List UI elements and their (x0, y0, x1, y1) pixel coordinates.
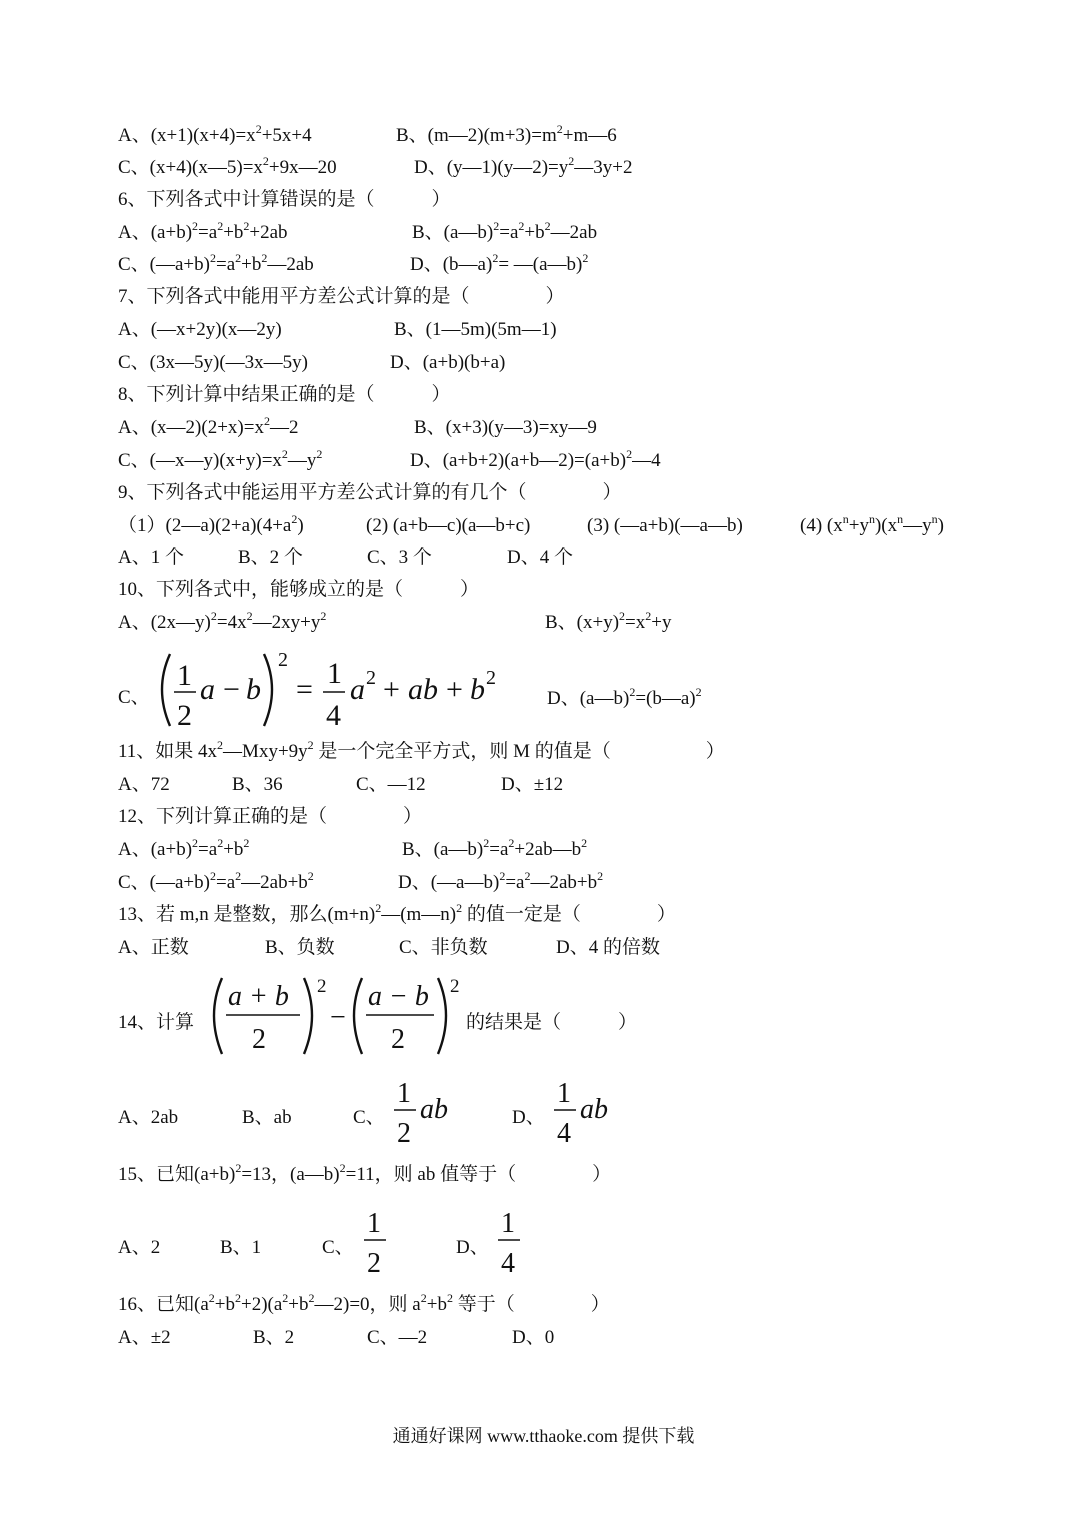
left-paren-1 (214, 978, 222, 1054)
q6-stem: 6、下列各式中计算错误的是（ ） (118, 189, 451, 210)
numerator-2: a − b (368, 981, 429, 1012)
var-ab: ab (408, 673, 438, 706)
q9-item-1: $(1)(2—a)(2+a)(4+a^2)$ (118, 512, 304, 536)
q9-item-3: (3) (—a+b)(—a—b) (587, 515, 743, 536)
q6-option-d: D、(b—a)$^2$= —(a—b)$^2$ (410, 251, 589, 275)
q9-stem: 9、下列各式中能运用平方差公式计算的有几个（ ） (118, 482, 622, 503)
q16-stem: 16、已知$(a^2+b^2+2)(a^2+b^2—2)=0$，则 $a^2+b^2$ 等于（ ） (118, 1291, 610, 1315)
q5-option-c: C、$(x+4)(x—5)=x^2+9x—20$ (118, 154, 337, 178)
numerator-1: a + b (228, 981, 289, 1012)
numerator: 1 (397, 1078, 411, 1109)
q11-stem: 11、如果 $4x^2—Mxy+9y^2$ 是一个完全平方式，则 M 的值是（ ） (118, 738, 725, 762)
rhs-b: b (470, 673, 485, 706)
denominator: 4 (501, 1248, 515, 1279)
q15-stem: 15、已知$(a+b)^2=13$，(a—b)$^2$=11，则 ab 值等于（ ） (118, 1161, 612, 1185)
q10-option-c-formula (150, 646, 510, 736)
q12-option-a: A、$(a+b)^2=a^2+b^2$ (118, 836, 250, 860)
q16-option-b: B、2 (253, 1327, 295, 1348)
q9-option-d: D、4 个 (507, 547, 573, 568)
q13-option-a: A、正数 (118, 937, 189, 958)
q5-option-d: D、$(y—1)(y—2)=y^2—3y+2$ (414, 154, 633, 178)
page-footer: 通通好课网 www.tthaoke.com 提供下载 (392, 1426, 695, 1446)
q12-stem: 12、下列计算正确的是（ ） (118, 806, 423, 827)
q14-option-c-label: C、 (353, 1107, 385, 1128)
q14-option-a: A、2ab (118, 1107, 179, 1128)
q14-stem-suffix: 的结果是（ ） (466, 1012, 638, 1033)
q12-option-b: B、$(a—b)^2=a^2+2ab—b^2$ (402, 836, 588, 860)
q9-option-a: A、1 个 (118, 547, 184, 568)
right-paren (264, 654, 272, 726)
equals-sign: = (296, 673, 313, 706)
rhs-a: a (350, 673, 365, 706)
q7-option-d: D、(a+b)(b+a) (390, 352, 506, 373)
q15-option-c-formula (362, 1202, 392, 1282)
var-b: b (246, 673, 261, 706)
q11-option-d: D、±12 (501, 774, 564, 795)
q9-item-2: (2) (a+b—c)(a—b+c) (366, 515, 531, 536)
q10-option-b: B、$(x+y)^2=x^2+y$ (545, 609, 672, 633)
denominator: 2 (397, 1118, 411, 1149)
exponent: 2 (278, 649, 288, 671)
q11-option-c: C、—12 (356, 774, 426, 795)
q5-option-a: A、$(x+1)(x+4)=x^2+5x+4$ (118, 122, 312, 146)
numerator: 1 (501, 1208, 515, 1239)
q7-option-b: B、(1—5m)(5m—1) (394, 319, 557, 340)
left-paren (162, 654, 170, 726)
q16-option-d: D、0 (512, 1327, 555, 1348)
numerator: 1 (367, 1208, 381, 1239)
denominator-1: 2 (252, 1024, 266, 1055)
q8-option-a: A、$(x—2)(2+x)=x^2—2$ (118, 414, 299, 438)
q14-option-c-formula (392, 1072, 462, 1152)
numerator: 1 (557, 1078, 571, 1109)
q5-option-b: B、$(m—2)(m+3)=m^2+m—6$ (396, 122, 617, 146)
q15-option-b: B、1 (220, 1237, 262, 1258)
q12-option-c: C、$(—a+b)^2=a^2—2ab+b^2$ (118, 869, 314, 893)
q11-option-a: A、72 (118, 774, 170, 795)
q15-option-c-label: C、 (322, 1237, 354, 1258)
q7-option-a: A、(—x+2y)(x—2y) (118, 319, 282, 340)
q12-option-d: D、$(—a—b)^2=a^2—2ab+b^2$ (398, 869, 604, 893)
q8-option-d: D、$(a+b+2)(a+b—2)=(a+b)^2—4$ (410, 447, 661, 471)
exponent-2: 2 (450, 976, 460, 997)
q14-option-d-formula (552, 1072, 622, 1152)
minus-sign: − (223, 673, 240, 706)
right-paren-1 (304, 978, 312, 1054)
q13-option-b: B、负数 (265, 937, 335, 958)
q13-option-d: D、4 的倍数 (556, 937, 660, 958)
q6-option-b: B、$(a—b)^2=a^2+b^2—2ab$ (412, 219, 598, 243)
minus-sign: − (330, 1002, 346, 1033)
q11-option-b: B、36 (232, 774, 283, 795)
var-ab: ab (420, 1094, 448, 1125)
q15-option-a: A、2 (118, 1237, 161, 1258)
q16-option-c: C、—2 (367, 1327, 428, 1348)
q9-option-c: C、3 个 (367, 547, 432, 568)
q16-option-a: A、±2 (118, 1327, 171, 1348)
q15-option-d-formula (496, 1202, 526, 1282)
frac-numerator: 1 (177, 659, 192, 692)
rhs-denominator: 4 (326, 699, 341, 732)
denominator: 2 (367, 1248, 381, 1279)
q9-item-4: (4) $(x^n+y^n)(x^n—y^n)$ (800, 512, 944, 536)
frac-denominator: 2 (177, 699, 192, 732)
q6-option-c: C、$(—a+b)^2=a^2+b^2—2ab$ (118, 251, 314, 275)
q8-stem: 8、下列计算中结果正确的是（ ） (118, 384, 451, 405)
q10-option-d: D、(a—b)$^2$=(b—a)$^2$ (547, 685, 702, 709)
rhs-b-exponent: 2 (486, 667, 496, 689)
right-paren-2 (438, 978, 446, 1054)
q14-option-b: B、ab (242, 1107, 292, 1128)
q13-option-c: C、非负数 (399, 937, 488, 958)
rhs-numerator: 1 (327, 657, 342, 690)
var-a: a (200, 673, 215, 706)
q13-stem: 13、若 m,n 是整数，那么$(m+n)^2—(m—n)^2$ 的值一定是（ ） (118, 901, 676, 925)
q9-option-b: B、2 个 (238, 547, 303, 568)
q14-formula (204, 970, 464, 1060)
q10-option-c-label: C、 (118, 687, 150, 708)
plus-sign: + (383, 673, 400, 706)
q10-option-a: A、$(2x—y)^2=4x^2—2xy+y^2$ (118, 609, 327, 633)
left-paren-2 (354, 978, 362, 1054)
exponent-1: 2 (317, 976, 327, 997)
q7-option-c: C、(3x—5y)(—3x—5y) (118, 352, 308, 373)
plus-sign-2: + (446, 673, 463, 706)
var-ab: ab (580, 1094, 608, 1125)
q14-stem-prefix: 14、计算 (118, 1012, 195, 1033)
q10-stem: 10、下列各式中，能够成立的是（ ） (118, 579, 480, 600)
q7-stem: 7、下列各式中能用平方差公式计算的是（ ） (118, 286, 565, 307)
q8-option-c: C、$(—x—y)(x+y)=x^2—y^2$ (118, 447, 323, 471)
denominator-2: 2 (391, 1024, 405, 1055)
q8-option-b: B、(x+3)(y—3)=xy—9 (414, 417, 597, 438)
denominator: 4 (557, 1118, 571, 1149)
q6-option-a: A、$(a+b)^2=a^2+b^2+2ab$ (118, 219, 288, 243)
rhs-a-exponent: 2 (366, 667, 376, 689)
q15-option-d-label: D、 (456, 1237, 489, 1258)
q14-option-d-label: D、 (512, 1107, 545, 1128)
